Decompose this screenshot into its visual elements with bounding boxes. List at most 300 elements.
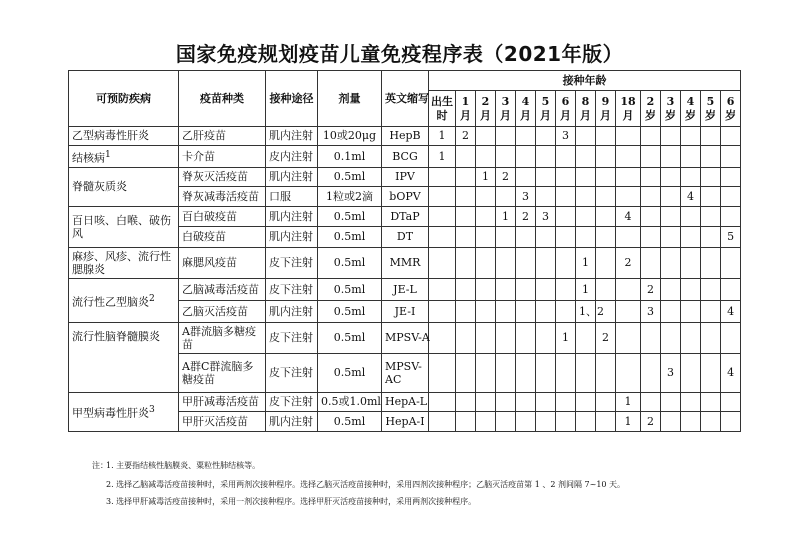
dose-cell xyxy=(721,187,741,207)
footnote-2: 2. 选择乙脑减毒活疫苗接种时，采用两剂次接种程序。选择乙脑灭活疫苗接种时，采用四剂次接种程序；乙脑灭活疫苗第 1 、2 剂间隔 7~10 天。 xyxy=(106,480,626,489)
dose-cell xyxy=(661,412,681,432)
dose-cell xyxy=(576,323,596,354)
dose-cell xyxy=(596,168,616,187)
route: 皮下注射 xyxy=(266,354,318,393)
disease-tb-label: 结核病 xyxy=(72,151,105,165)
dose-cell xyxy=(661,146,681,168)
dose-cell xyxy=(721,323,741,354)
vaccine-name: 白破疫苗 xyxy=(179,227,266,248)
age-value: 8 xyxy=(581,95,590,109)
dose-cell xyxy=(596,248,616,279)
dose-cell xyxy=(496,412,516,432)
dose-cell xyxy=(496,127,516,146)
dose-cell xyxy=(721,279,741,301)
route: 肌内注射 xyxy=(266,227,318,248)
dose-cell xyxy=(701,412,721,432)
age-header xyxy=(476,91,496,127)
dose-cell xyxy=(536,279,556,301)
dose-cell: 3 xyxy=(556,127,576,146)
abbr: JE-I xyxy=(382,301,429,323)
dose-cell xyxy=(596,412,616,432)
age-unit: 岁 xyxy=(645,108,656,122)
dose-cell xyxy=(596,187,616,207)
dose-cell xyxy=(456,354,476,393)
dose-cell xyxy=(456,412,476,432)
dose-cell: 4 xyxy=(616,207,641,227)
dose-cell xyxy=(721,393,741,412)
dose-cell xyxy=(701,168,721,187)
dose-cell xyxy=(721,168,741,187)
route: 皮下注射 xyxy=(266,248,318,279)
dose-cell xyxy=(429,207,456,227)
age-header xyxy=(616,91,641,127)
dose-cell xyxy=(661,227,681,248)
dose-cell xyxy=(661,393,681,412)
dose-cell xyxy=(701,207,721,227)
vaccine-name: 脊灰减毒活疫苗 xyxy=(179,187,266,207)
dose-cell xyxy=(641,354,661,393)
dose-cell xyxy=(496,187,516,207)
age-value: 6 xyxy=(561,95,570,109)
footnote-prefix: 注： xyxy=(92,461,108,470)
dose-cell xyxy=(556,412,576,432)
dose-cell xyxy=(536,248,556,279)
dose-cell xyxy=(556,393,576,412)
dose-cell xyxy=(616,354,641,393)
dose-cell xyxy=(476,354,496,393)
age-header xyxy=(661,91,681,127)
dose-cell: 2 xyxy=(641,279,661,301)
age-header xyxy=(429,91,456,127)
dose: 0.5ml xyxy=(318,168,382,187)
dose-cell xyxy=(701,187,721,207)
vaccine-name: 百白破疫苗 xyxy=(179,207,266,227)
dose-cell xyxy=(681,127,701,146)
dose-cell xyxy=(536,354,556,393)
age-unit: 岁 xyxy=(665,108,676,122)
dose-cell xyxy=(701,127,721,146)
route: 肌内注射 xyxy=(266,301,318,323)
dose-cell xyxy=(476,187,496,207)
dose-cell xyxy=(516,412,536,432)
disease-polio: 脊髓灰质炎 xyxy=(69,168,179,207)
dose-cell xyxy=(681,354,701,393)
dose-cell xyxy=(456,168,476,187)
vaccine-name: A群流脑多糖疫苗 xyxy=(179,323,266,354)
dose-cell xyxy=(616,187,641,207)
dose-cell xyxy=(516,354,536,393)
dose-cell: 1 xyxy=(429,127,456,146)
header-route: 接种途径 xyxy=(266,71,318,127)
dose-cell xyxy=(536,146,556,168)
dose-cell xyxy=(596,146,616,168)
dose-cell xyxy=(456,187,476,207)
dose-cell xyxy=(661,187,681,207)
dose-cell: 2 xyxy=(456,127,476,146)
route: 皮内注射 xyxy=(266,146,318,168)
dose-cell: 1 xyxy=(616,393,641,412)
dose-cell xyxy=(536,301,556,323)
dose-cell xyxy=(641,393,661,412)
dose-cell: 2 xyxy=(496,168,516,187)
dose-cell xyxy=(456,227,476,248)
dose-cell: 1、2 xyxy=(576,301,596,323)
dose-cell xyxy=(701,393,721,412)
header-disease: 可预防疾病 xyxy=(69,71,179,127)
age-unit: 月 xyxy=(460,108,471,122)
dose: 0.5ml xyxy=(318,279,382,301)
dose-cell xyxy=(576,168,596,187)
dose-cell: 3 xyxy=(536,207,556,227)
dose-cell xyxy=(496,279,516,301)
age-value: 18 xyxy=(620,95,636,109)
disease-tb xyxy=(69,146,179,168)
dose-cell xyxy=(516,168,536,187)
age-unit: 月 xyxy=(540,108,551,122)
dose-cell: 1 xyxy=(476,168,496,187)
dose-cell xyxy=(721,127,741,146)
age-unit: 月 xyxy=(580,108,591,122)
age-value: 出生 xyxy=(431,95,453,109)
dose-cell: 1 xyxy=(576,279,596,301)
dose-cell xyxy=(456,301,476,323)
abbr: HepB xyxy=(382,127,429,146)
dose-cell xyxy=(596,227,616,248)
route: 皮下注射 xyxy=(266,279,318,301)
dose-cell xyxy=(476,248,496,279)
dose-cell xyxy=(476,323,496,354)
dose-cell xyxy=(556,207,576,227)
age-header xyxy=(456,91,476,127)
vaccine-name: A群C群流脑多糖疫苗 xyxy=(179,354,266,393)
abbr: MMR xyxy=(382,248,429,279)
dose-cell xyxy=(661,323,681,354)
dose-cell xyxy=(641,323,661,354)
abbr: MPSV-AC xyxy=(382,354,429,393)
dose: 0.5ml xyxy=(318,227,382,248)
dose-cell xyxy=(681,168,701,187)
dose-cell xyxy=(576,354,596,393)
dose-cell xyxy=(516,301,536,323)
dose: 0.5ml xyxy=(318,301,382,323)
dose-cell xyxy=(576,187,596,207)
dose-cell xyxy=(556,146,576,168)
dose-cell xyxy=(641,187,661,207)
dose-cell xyxy=(596,279,616,301)
dose-cell xyxy=(556,279,576,301)
dose-cell: 2 xyxy=(616,248,641,279)
dose-cell xyxy=(556,187,576,207)
dose-cell xyxy=(616,127,641,146)
dose-cell xyxy=(429,354,456,393)
disease-dtp: 百日咳、白喉、破伤风 xyxy=(69,207,179,248)
dose-cell xyxy=(701,146,721,168)
dose-cell: 1 xyxy=(496,207,516,227)
footnote-1: 1. 主要指结核性脑膜炎、粟粒性肺结核等。 xyxy=(106,461,261,470)
page-title: 国家免疫规划疫苗儿童免疫程序表（2021年版） xyxy=(175,42,624,66)
route: 肌内注射 xyxy=(266,207,318,227)
dose-cell xyxy=(476,207,496,227)
dose-cell xyxy=(616,323,641,354)
age-value: 9 xyxy=(601,95,610,109)
dose-cell xyxy=(616,146,641,168)
dose-cell xyxy=(596,127,616,146)
dose-cell xyxy=(721,248,741,279)
dose-cell xyxy=(496,146,516,168)
age-value: 1 xyxy=(461,95,470,109)
age-value: 2 xyxy=(481,95,490,109)
footnote-mark: 1 xyxy=(105,148,111,160)
table-row xyxy=(69,146,741,168)
dose-cell xyxy=(721,412,741,432)
dose: 0.5或1.0ml xyxy=(318,393,382,412)
dose-cell xyxy=(641,207,661,227)
dose: 1粒或2滴 xyxy=(318,187,382,207)
dose-cell xyxy=(456,207,476,227)
dose-cell xyxy=(536,127,556,146)
dose-cell xyxy=(576,127,596,146)
dose-cell xyxy=(496,354,516,393)
table-row xyxy=(69,248,741,279)
dose-cell: 4 xyxy=(721,301,741,323)
dose-cell xyxy=(616,279,641,301)
dose-cell xyxy=(721,207,741,227)
dose-cell xyxy=(576,207,596,227)
dose: 0.1ml xyxy=(318,146,382,168)
dose-cell xyxy=(476,146,496,168)
dose-cell: 1 xyxy=(576,248,596,279)
disease-je xyxy=(69,279,179,323)
dose-cell xyxy=(516,146,536,168)
dose-cell xyxy=(536,393,556,412)
dose-cell xyxy=(429,301,456,323)
dose: 0.5ml xyxy=(318,354,382,393)
dose-cell xyxy=(516,393,536,412)
header-row xyxy=(69,71,741,91)
dose-cell xyxy=(556,168,576,187)
route: 皮下注射 xyxy=(266,393,318,412)
dose-cell xyxy=(681,207,701,227)
dose-cell xyxy=(516,227,536,248)
disease-je-label: 流行性乙型脑炎 xyxy=(72,295,149,309)
dose-cell xyxy=(536,323,556,354)
disease-hepa-label: 甲型病毒性肝炎 xyxy=(72,406,149,420)
dose-cell xyxy=(596,393,616,412)
header-schedule-group: 接种年龄 xyxy=(429,71,741,91)
vaccine-name: 乙脑减毒活疫苗 xyxy=(179,279,266,301)
header-abbr: 英文缩写 xyxy=(382,71,429,127)
dose-cell xyxy=(536,227,556,248)
dose-cell xyxy=(701,279,721,301)
dose-cell: 4 xyxy=(721,354,741,393)
dose-cell: 5 xyxy=(721,227,741,248)
dose-cell xyxy=(536,412,556,432)
dose-cell xyxy=(496,227,516,248)
disease-hepa xyxy=(69,393,179,432)
dose-cell xyxy=(661,127,681,146)
vaccine-name: 乙肝疫苗 xyxy=(179,127,266,146)
dose-cell xyxy=(516,279,536,301)
age-header xyxy=(496,91,516,127)
dose-cell xyxy=(429,279,456,301)
dose-cell xyxy=(496,301,516,323)
dose-cell xyxy=(456,248,476,279)
table-row xyxy=(69,207,741,227)
dose-cell xyxy=(681,323,701,354)
dose-cell xyxy=(641,248,661,279)
dose-cell xyxy=(429,323,456,354)
dose-cell xyxy=(576,393,596,412)
dose-cell xyxy=(641,227,661,248)
table-row xyxy=(69,168,741,187)
dose-cell xyxy=(456,146,476,168)
dose-cell: 2 xyxy=(641,412,661,432)
dose-cell: 1 xyxy=(556,323,576,354)
dose-cell xyxy=(661,207,681,227)
route: 皮下注射 xyxy=(266,323,318,354)
age-unit: 月 xyxy=(500,108,511,122)
vaccine-name: 甲肝灭活疫苗 xyxy=(179,412,266,432)
age-value: 4 xyxy=(686,95,695,109)
dose-cell xyxy=(681,279,701,301)
dose-cell xyxy=(556,227,576,248)
dose-cell xyxy=(596,207,616,227)
dose-cell xyxy=(476,127,496,146)
age-value: 3 xyxy=(666,95,675,109)
dose-cell xyxy=(429,412,456,432)
immunization-schedule-table xyxy=(68,70,741,432)
dose: 10或20μg xyxy=(318,127,382,146)
vaccine-name: 乙脑灭活疫苗 xyxy=(179,301,266,323)
dose-cell xyxy=(429,168,456,187)
dose-cell xyxy=(496,393,516,412)
vaccine-name: 脊灰灭活疫苗 xyxy=(179,168,266,187)
age-value: 4 xyxy=(521,95,530,109)
dose-cell xyxy=(516,323,536,354)
dose: 0.5ml xyxy=(318,207,382,227)
dose: 0.5ml xyxy=(318,248,382,279)
age-value: 6 xyxy=(726,95,735,109)
dose-cell xyxy=(516,248,536,279)
abbr: BCG xyxy=(382,146,429,168)
dose-cell xyxy=(681,227,701,248)
age-unit: 时 xyxy=(436,108,448,122)
vaccine-name: 麻腮风疫苗 xyxy=(179,248,266,279)
age-header xyxy=(556,91,576,127)
dose-cell: 1 xyxy=(616,412,641,432)
age-header xyxy=(701,91,721,127)
age-unit: 月 xyxy=(480,108,491,122)
age-unit: 月 xyxy=(622,108,634,122)
abbr: JE-L xyxy=(382,279,429,301)
dose-cell xyxy=(681,393,701,412)
dose-cell xyxy=(661,168,681,187)
dose-cell xyxy=(556,248,576,279)
dose-cell: 3 xyxy=(641,301,661,323)
footnote-mark: 3 xyxy=(149,404,155,416)
age-value: 3 xyxy=(501,95,510,109)
dose-cell xyxy=(476,279,496,301)
dose-cell xyxy=(701,248,721,279)
dose-cell: 3 xyxy=(661,354,681,393)
dose-cell xyxy=(429,393,456,412)
dose-cell xyxy=(641,168,661,187)
dose-cell xyxy=(681,248,701,279)
dose-cell xyxy=(536,187,556,207)
dose: 0.5ml xyxy=(318,412,382,432)
dose-cell xyxy=(721,146,741,168)
dose-cell xyxy=(641,127,661,146)
dose-cell xyxy=(661,248,681,279)
age-unit: 月 xyxy=(520,108,531,122)
dose-cell xyxy=(576,146,596,168)
age-header xyxy=(576,91,596,127)
age-header xyxy=(641,91,661,127)
header-dose: 剂量 xyxy=(318,71,382,127)
dose-cell xyxy=(456,393,476,412)
dose-cell: 2 xyxy=(516,207,536,227)
dose-cell xyxy=(429,227,456,248)
dose-cell xyxy=(429,187,456,207)
dose-cell xyxy=(596,354,616,393)
route: 口服 xyxy=(266,187,318,207)
age-unit: 岁 xyxy=(705,108,716,122)
header-vaccine: 疫苗种类 xyxy=(179,71,266,127)
age-unit: 月 xyxy=(560,108,571,122)
age-header xyxy=(721,91,741,127)
dose-cell xyxy=(616,227,641,248)
dose-cell xyxy=(681,146,701,168)
age-header xyxy=(596,91,616,127)
footnote-mark: 2 xyxy=(149,292,155,304)
age-header xyxy=(536,91,556,127)
dose-cell xyxy=(681,301,701,323)
disease-mmr: 麻疹、风疹、流行性腮腺炎 xyxy=(69,248,179,279)
vaccine-name: 甲肝减毒活疫苗 xyxy=(179,393,266,412)
dose-cell xyxy=(576,227,596,248)
route: 肌内注射 xyxy=(266,412,318,432)
dose-cell xyxy=(616,168,641,187)
dose: 0.5ml xyxy=(318,323,382,354)
dose-cell xyxy=(701,323,721,354)
dose-cell xyxy=(476,393,496,412)
table-row xyxy=(69,279,741,301)
age-header xyxy=(516,91,536,127)
age-value: 5 xyxy=(706,95,715,109)
age-header xyxy=(681,91,701,127)
dose-cell xyxy=(476,227,496,248)
dose-cell xyxy=(556,354,576,393)
dose-cell xyxy=(616,301,641,323)
dose-cell xyxy=(516,127,536,146)
dose-cell xyxy=(536,168,556,187)
table-row xyxy=(69,393,741,412)
dose-cell xyxy=(701,354,721,393)
age-value: 2 xyxy=(646,95,655,109)
age-unit: 月 xyxy=(600,108,611,122)
age-unit: 岁 xyxy=(685,108,696,122)
dose-cell xyxy=(681,412,701,432)
dose-cell xyxy=(556,301,576,323)
dose-cell xyxy=(476,301,496,323)
vaccine-name: 卡介苗 xyxy=(179,146,266,168)
dose-cell: 2 xyxy=(596,323,616,354)
abbr: DT xyxy=(382,227,429,248)
dose-cell: 4 xyxy=(681,187,701,207)
footnote-3: 3. 选择甲肝减毒活疫苗接种时，采用一剂次接种程序。选择甲肝灭活疫苗接种时，采用两剂次接种程序。 xyxy=(106,497,477,506)
dose-cell xyxy=(701,227,721,248)
abbr: IPV xyxy=(382,168,429,187)
